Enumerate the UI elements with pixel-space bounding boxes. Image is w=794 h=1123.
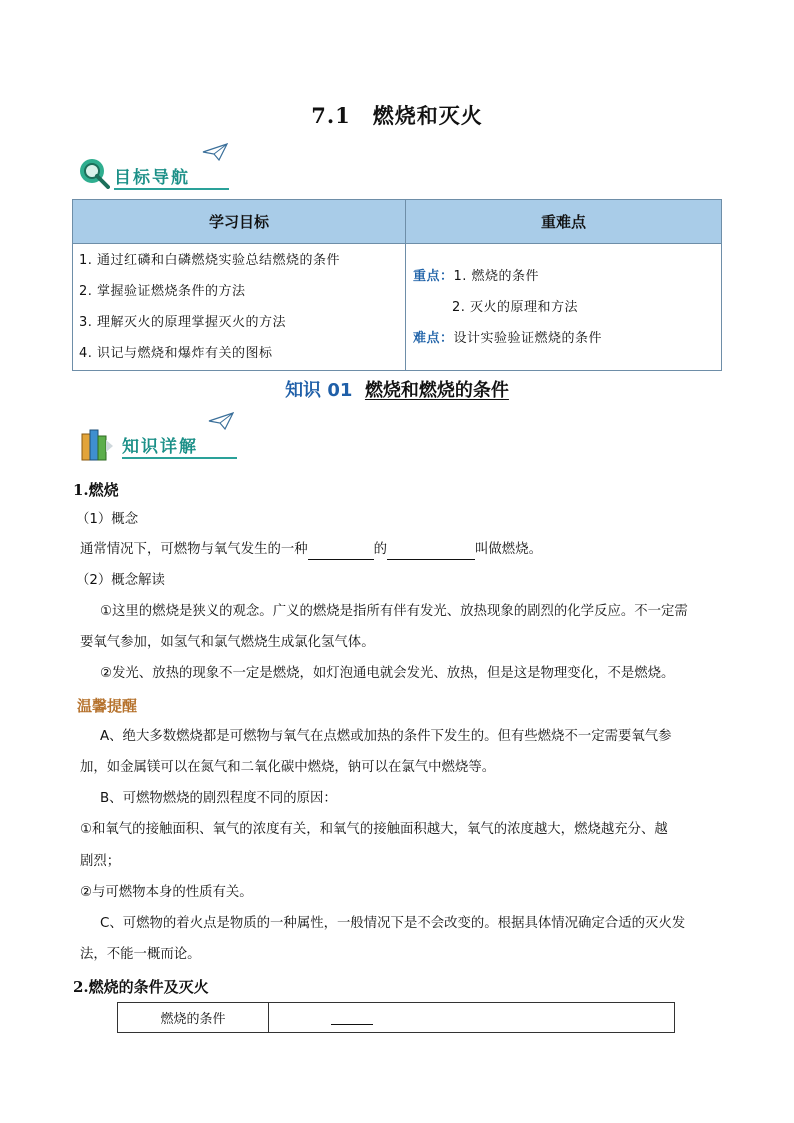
knowledge-title — [0, 376, 794, 402]
concept-sentence: 通常情况下，可燃物与氧气发生的一种 的 叫做燃烧。 — [80, 540, 542, 560]
detail-banner — [80, 424, 240, 464]
key-item: 2. 灭火的原理和方法 — [452, 299, 579, 315]
header-key-points: 重难点 — [406, 200, 722, 244]
header-learning-goals: 学习目标 — [73, 200, 406, 244]
tips-title: 温馨提醒 — [77, 697, 138, 715]
difficulty-label: 难点： — [413, 330, 454, 346]
paragraph-line: ②与可燃物本身的性质有关。 — [80, 885, 253, 900]
key-points-cell — [406, 244, 722, 371]
goals-banner — [78, 155, 238, 195]
paragraph-line: ①这里的燃烧是狭义的观念。广义的燃烧是指所有伴有发光、放热现象的剧烈的化学反应。不一定需 — [100, 604, 688, 619]
paragraph-line: 剧烈； — [80, 854, 121, 869]
subheading: （1）概念 — [76, 512, 139, 527]
knowledge-number: 知识 01 — [285, 380, 353, 401]
paragraph-line: C、可燃物的着火点是物质的一种属性，一般情况下是不会改变的。根据具体情况确定合适的灭火发 — [100, 916, 686, 931]
paper-plane-icon — [202, 143, 228, 161]
goals-cell — [73, 244, 406, 371]
magnifier-icon — [78, 157, 110, 189]
goal-item: 1. 通过红磷和白磷燃烧实验总结燃烧的条件 — [79, 253, 341, 268]
goals-banner-label: 目标导航 — [114, 168, 190, 188]
subheading: （2）概念解读 — [76, 573, 165, 588]
difficulty-item: 设计实验验证燃烧的条件 — [453, 330, 603, 346]
goal-item: 2. 掌握验证燃烧条件的方法 — [79, 284, 246, 299]
knowledge-heading: 燃烧和燃烧的条件 — [364, 380, 509, 401]
section-heading: 2.燃烧的条件及灭火 — [73, 978, 209, 996]
conditions-label: 燃烧的条件 — [118, 1003, 269, 1033]
paragraph-line: 法，不能一概而论。 — [80, 947, 201, 962]
paragraph-line: A、绝大多数燃烧都是可燃物与氧气在点燃或加热的条件下发生的。但有些燃烧不一定需要氧气参 — [100, 729, 672, 744]
paragraph-line: ①和氧气的接触面积、氧气的浓度有关，和氧气的接触面积越大，氧气的浓度越大，燃烧越充分、越 — [80, 822, 668, 837]
detail-banner-label: 知识详解 — [122, 437, 198, 457]
paragraph-line: 要氧气参加，如氢气和氯气燃烧生成氯化氢气体。 — [80, 635, 375, 650]
key-item: 1. 燃烧的条件 — [453, 268, 540, 284]
section-heading: 1.燃烧 — [73, 481, 119, 499]
paragraph-line: ②发光、放热的现象不一定是燃烧，如灯泡通电就会发光、放热，但是这是物理变化，不是燃烧。 — [100, 666, 675, 681]
books-icon — [80, 426, 114, 462]
fill-blank[interactable] — [308, 545, 374, 560]
key-label: 重点： — [413, 268, 454, 284]
paper-plane-icon — [208, 412, 234, 430]
paragraph-line: B、可燃物燃烧的剧烈程度不同的原因： — [100, 791, 337, 806]
page-title: 7.1 燃烧和灭火 — [311, 103, 483, 128]
fill-blank[interactable] — [387, 545, 475, 560]
goal-item: 4. 识记与燃烧和爆炸有关的图标 — [79, 346, 273, 361]
conditions-answer-cell — [269, 1003, 675, 1033]
fill-blank[interactable] — [331, 1010, 373, 1025]
objectives-table — [72, 199, 722, 371]
conditions-table — [117, 1002, 675, 1033]
goal-item: 3. 理解灭火的原理掌握灭火的方法 — [79, 315, 287, 330]
paragraph-line: 加，如金属镁可以在氮气和二氧化碳中燃烧，钠可以在氯气中燃烧等。 — [80, 760, 496, 775]
